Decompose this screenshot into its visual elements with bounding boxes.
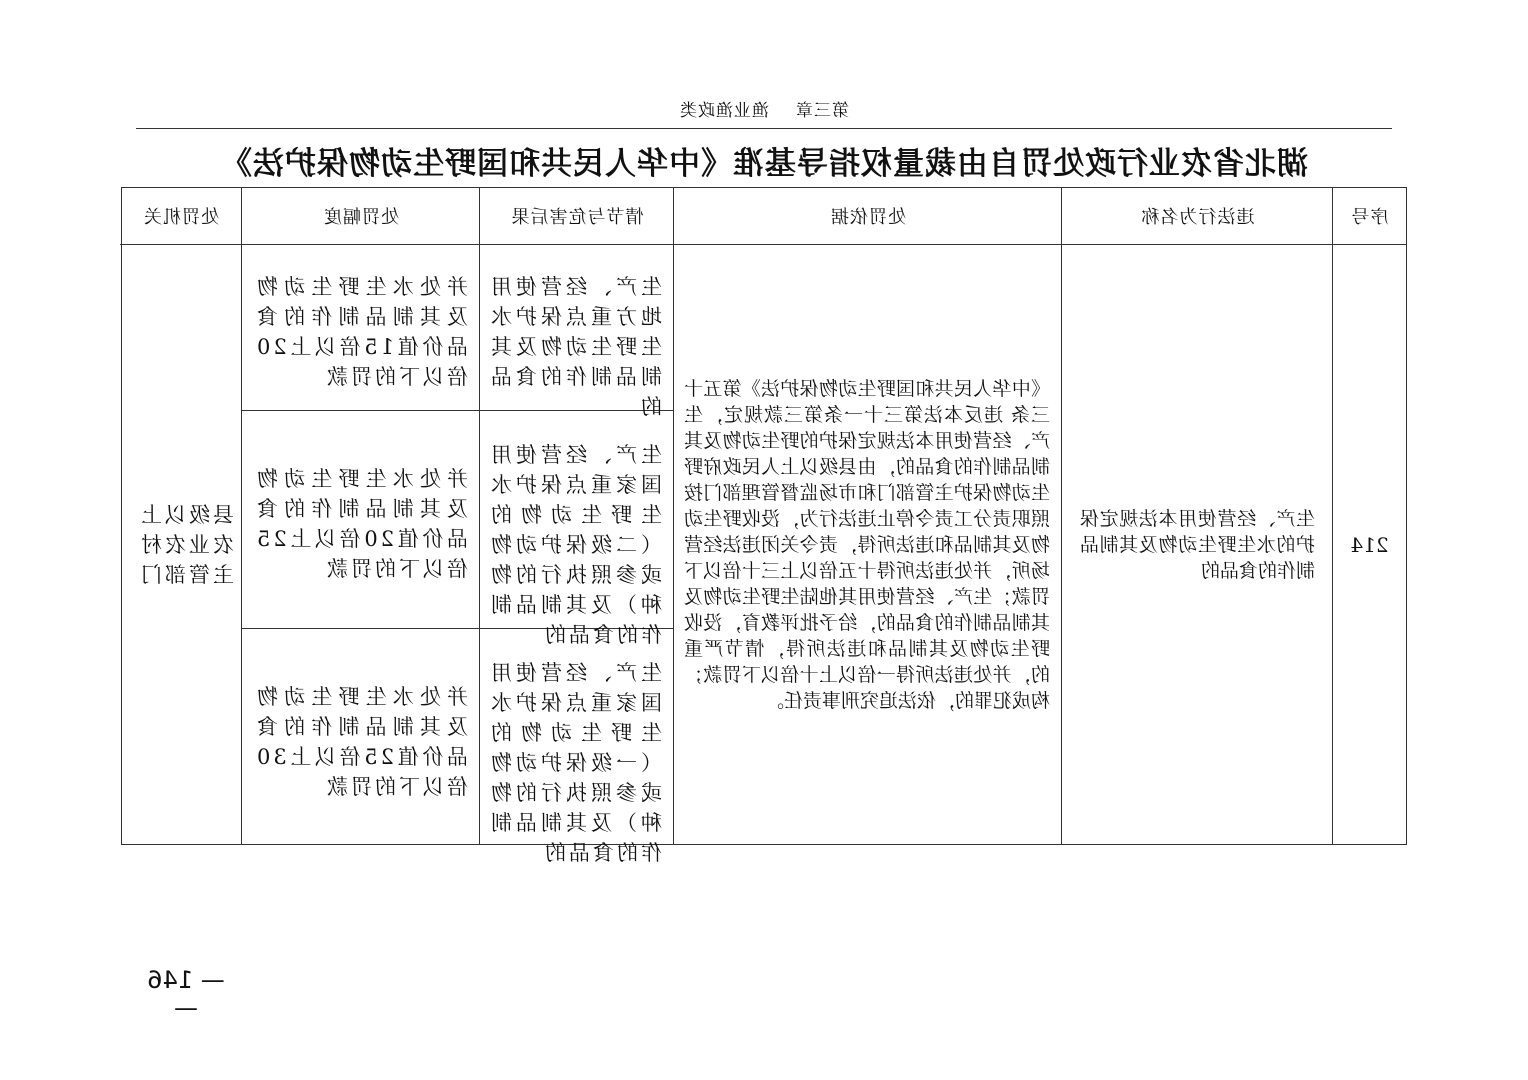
violation-cell xyxy=(1062,244,1333,846)
violation-text: 生产、经营使用本法规定保护的水生野生动物及其制品制作的食品的 xyxy=(1080,508,1315,582)
penalty-cell-3: 并处水生野生动物及其制品制作的食品价值25倍以上30倍以下的罚款 xyxy=(254,685,468,799)
seq-cell: 214 xyxy=(1350,533,1389,557)
document-title: 湖北省农业行政处罚自由裁量权指导基准《中华人民共和国野生动物保护法》 xyxy=(220,146,1308,182)
header-violation: 违法行为名称 xyxy=(1140,207,1255,228)
authority-text: 县级以上农业农村主管部门 xyxy=(138,503,234,587)
circumstance-cell-2: 生产、经营使用国家重点保护水生野生动物的（二级保护动物或参照执行的物种）及其制品制作的食品的 xyxy=(488,443,662,647)
authority-cell xyxy=(120,244,242,846)
header-seq: 序号 xyxy=(1350,207,1389,228)
section-label: 渔业渔政类 xyxy=(679,101,769,121)
penalty-table xyxy=(121,187,1407,865)
header-basis: 处罚依据 xyxy=(830,207,906,228)
penalty-cell-2: 并处水生野生动物及其制品制作的食品价值20倍以上25倍以下的罚款 xyxy=(254,467,468,581)
chapter-label: 第三章 xyxy=(795,101,849,121)
header-rule xyxy=(136,128,1392,129)
running-header xyxy=(0,96,1528,121)
page-number: — 146 — xyxy=(147,966,225,1022)
header-penalty: 处罚幅度 xyxy=(323,207,399,228)
basis-cell xyxy=(674,244,1062,846)
basis-text: 《中华人民共和国野生动物保护法》第五十三条 违反本法第三十一条第三款规定，生产、经营使用本法规定保护的野生动物及其制品制作的食品的，由县级以上人民政府野生动物保护主管部门和市场监督管理部门按照职责分工责令停止违法行为，没收野生动物及其制品和违法所得，责令关闭违法经营场所，并处违法所得十五倍以上三十倍以下罚款；生产、经营使用其他陆生野生动物及其制品制作的食品的，给予批评教育，没收野生动物及其制品和违法所得，情节严重的，并处违法所得一倍以上十倍以下罚款；构成犯罪的，依法追究刑事责任。 xyxy=(684,378,1050,712)
header-authority: 处罚机关 xyxy=(143,207,219,228)
circumstance-cell-3: 生产、经营使用国家重点保护水生野生动物的（一级保护动物或参照执行的物种）及其制品制作的食品的 xyxy=(488,661,662,865)
header-circumstance: 情节与危害后果 xyxy=(510,207,644,228)
circumstance-cell-1: 生产、经营使用地方重点保护水生野生动物及其制品制作的食品的 xyxy=(488,275,662,419)
penalty-cell-1: 并处水生野生动物及其制品制作的食品价值15倍以上20倍以下的罚款 xyxy=(254,275,468,389)
